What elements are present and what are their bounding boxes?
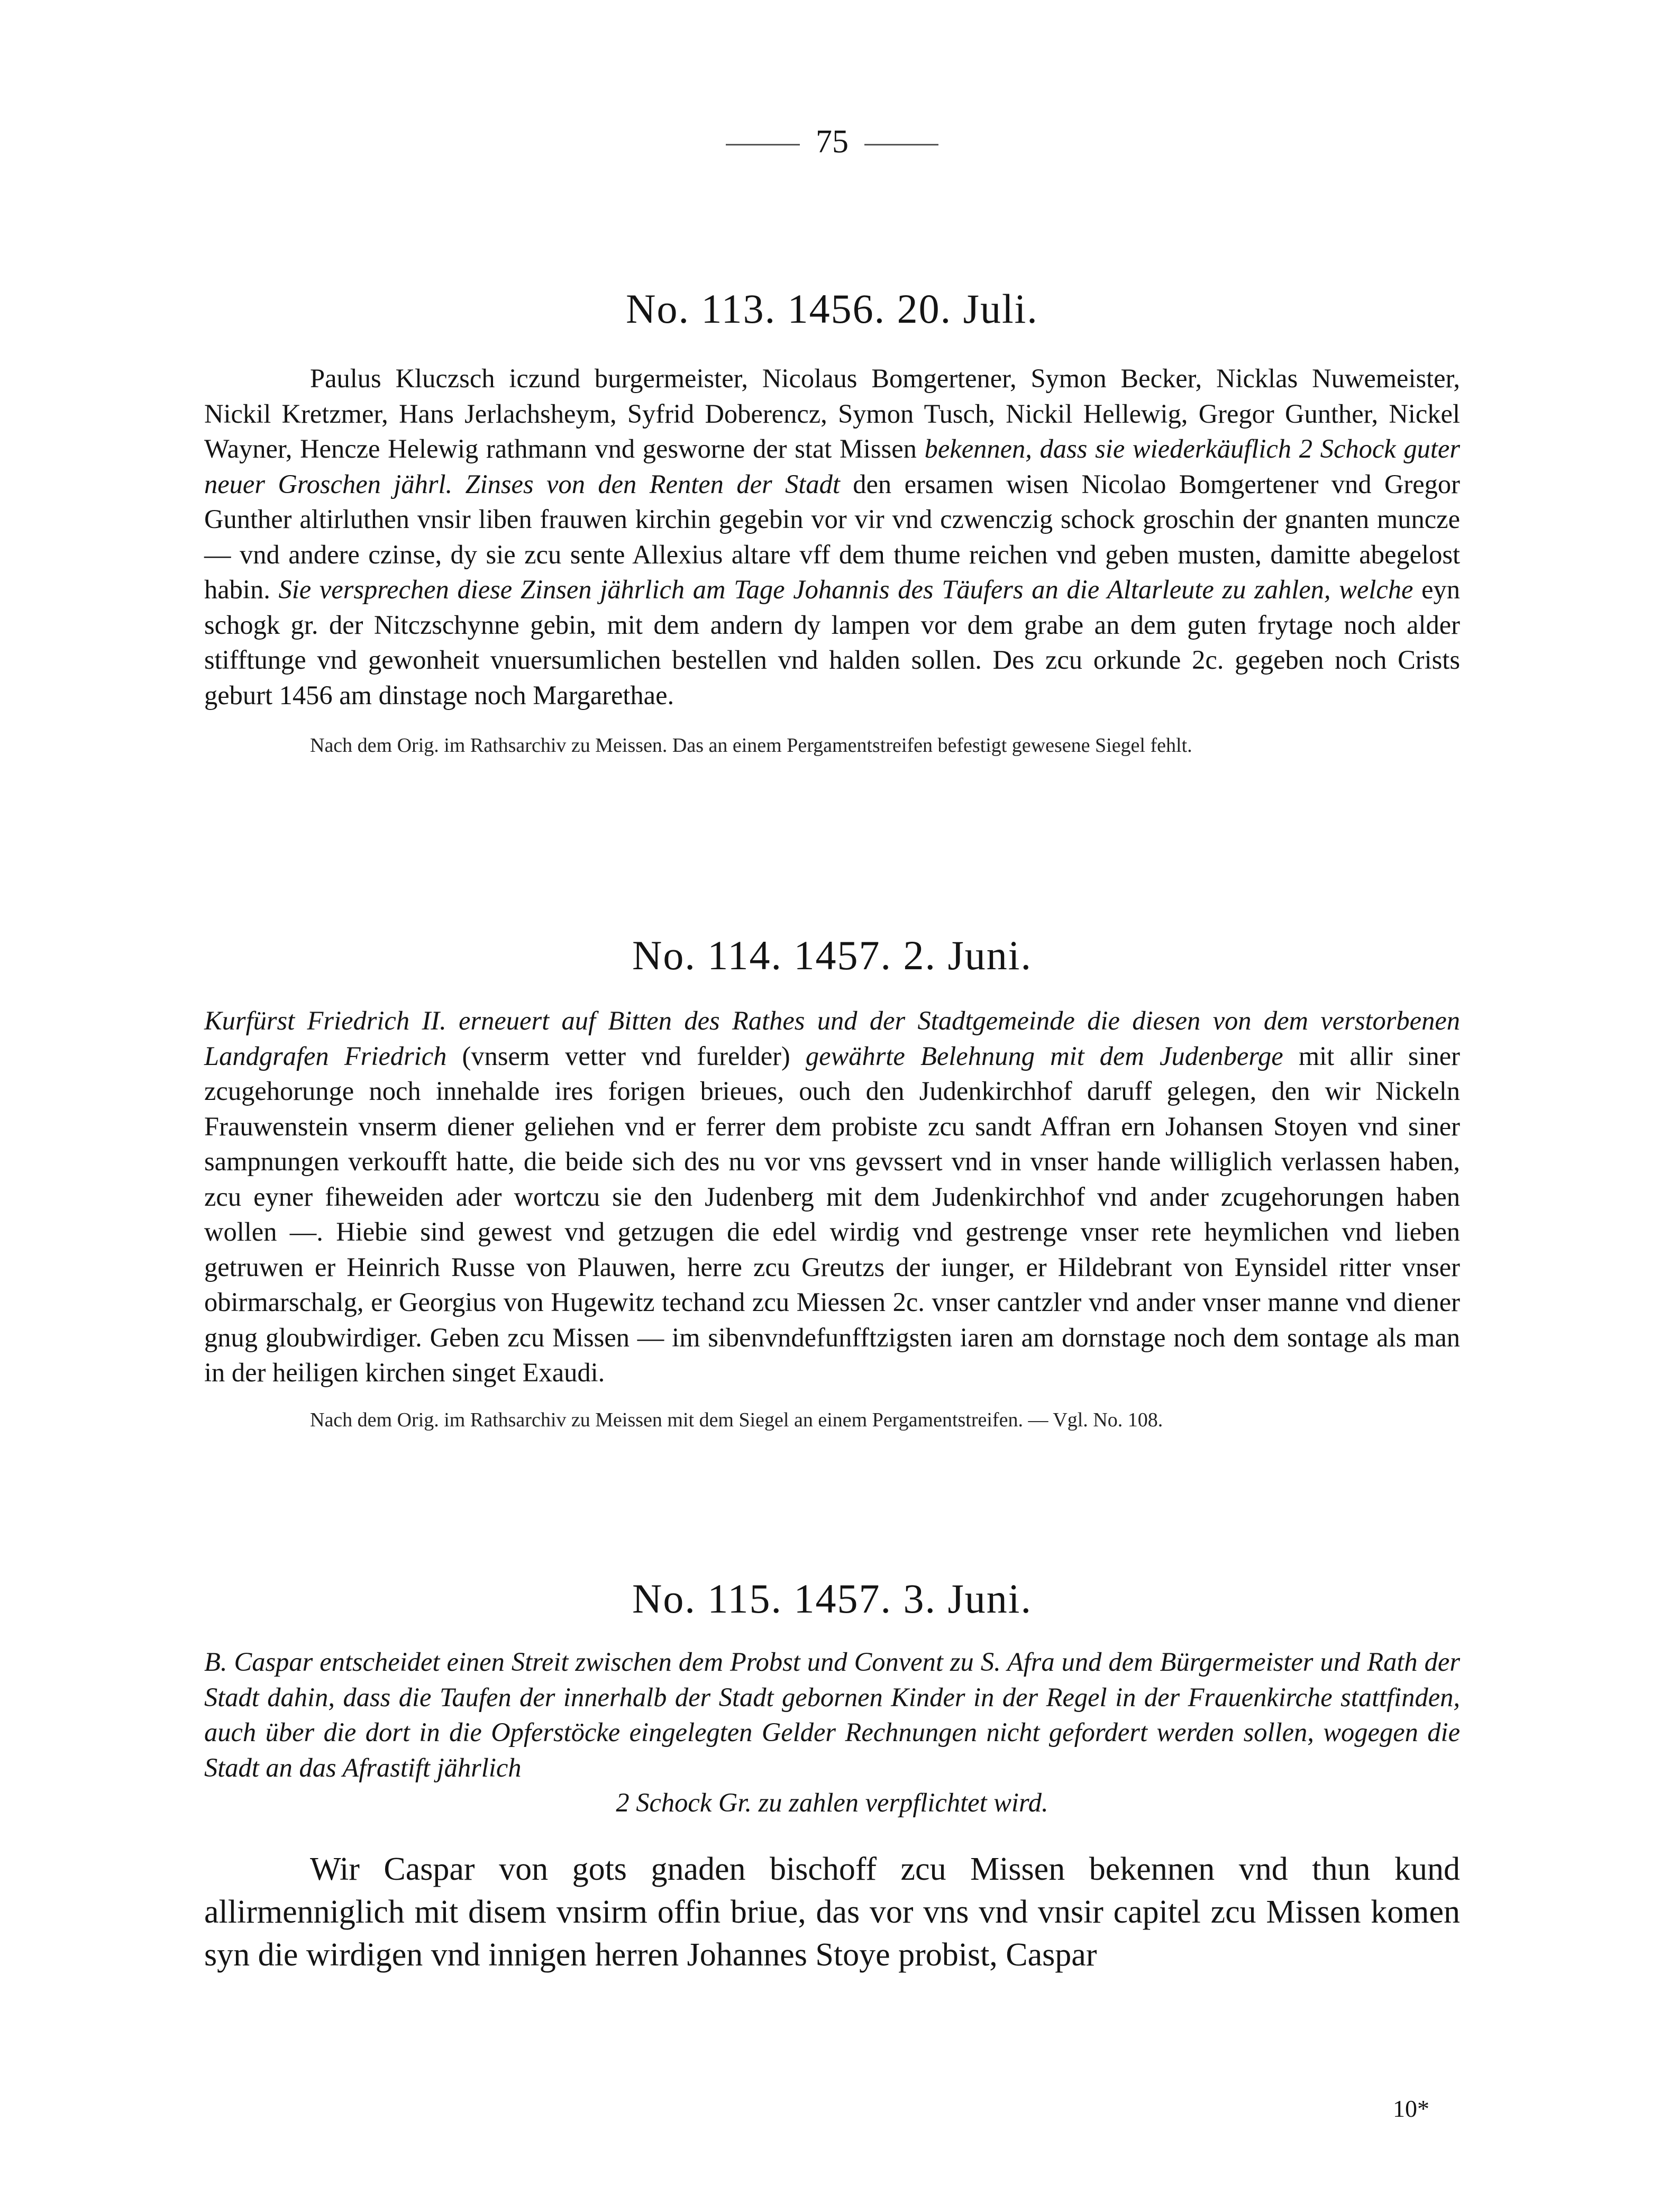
header-rule-left — [726, 144, 800, 145]
document-114 — [204, 929, 1460, 1435]
document-115-text: Wir Caspar von gots gnaden bischoff zcu Missen bekennen vnd thun kund allirmenniglich mit disem vnsirm offin briue, das vor vns vnd vnsir capitel zcu Missen komen syn die wirdigen vnd innigen herren Johannes Stoye probist, Caspar — [204, 1851, 1460, 1973]
header-rule-right — [864, 144, 938, 145]
document-114-source-note: Nach dem Orig. im Rathsarchiv zu Meissen mit dem Siegel an einem Pergamentstreifen. — Vgl. No. 108. — [310, 1408, 1163, 1431]
page-header — [204, 121, 1460, 163]
regest-text: B. Caspar entscheidet einen Streit zwischen dem Probst und Convent zu S. Afra und dem Bürgermeister und Rath der Stadt dahin, dass die Taufen der innerhalb der Stadt gebornen Kinder in der Regel in der Frauenkirche stattfinden, auch über die dort in die Opferstöcke eingelegten Gelder Rechnungen nicht gefordert werden sollen, wogegen die Stadt an das Afrastift jährlich — [204, 1647, 1460, 1782]
document-114-text — [204, 1003, 1460, 1390]
document-113-text — [204, 361, 1460, 713]
text-run: (vnserm vetter vnd furelder) — [446, 1041, 806, 1071]
page-number: 75 — [816, 124, 849, 160]
text-run: den ersamen wisen Nicolao Bomgertener vnd Gregor Gunther altirluthen vnsir liben frauwen kirchin gegebin vor vir vnd czwenczig schock groschin der gnanten muncze — vnd andere czinse, dy sie zcu sente Allexius altare vff dem thume reichen vnd geben musten, damitte abegelost habin. — [204, 469, 1460, 604]
document-115-title: No. 115. 1457. 3. Juni. — [632, 1576, 1032, 1622]
document-113 — [204, 283, 1460, 760]
document-113-title: No. 113. 1456. 20. Juli. — [626, 286, 1038, 332]
text-run-italic: gewährte Belehnung mit dem Judenberge — [805, 1041, 1283, 1071]
document-113-source-note: Nach dem Orig. im Rathsarchiv zu Meissen. Das an einem Pergamentstreifen befestigt gewesene Siegel fehlt. — [310, 734, 1192, 757]
text-run: eyn schogk gr. der Nitczschynne gebin, mit dem andern dy lampen vor dem grabe an dem guten frytage noch alder stifftunge vnd gewonheit vnuersumlichen bestellen vnd halden sollen. Des zcu orkunde 2c. gegeben noch Crists geburt 1456 am dinstage noch Margarethae. — [204, 575, 1460, 710]
signature-mark: 10* — [1393, 2095, 1429, 2122]
text-run: mit allir siner zcugehorunge noch innehalde ires forigen brieues, ouch den Judenkirchhof daruff gelegen, den wir Nickeln Frauwenstein vnserm diener geliehen vnd er ferrer dem probiste zcu sandt Affran ern Johansen Stoyen vnd siner sampnungen verkoufft hatte, die beide sich des nu vor vns gevssert vnd in vnser hande williglich verlassen haben, zcu eyner fiheweiden ader wortczu sie den Judenberg mit dem Judenkirchhof vnd ander zcugehorungen haben wollen —. Hiebie sind gewest vnd getzugen die edel wirdig vnd gestrenge vnser rete heymlichen vnd lieben getruwen er Heinrich Russe von Plauwen, herre zcu Greutzs der iunger, er Hildebrant von Eynsidel ritter vnser obirmarschalg, er Georgius von Hugewitz techand zcu Miessen 2c. vnser cantzler vnd ander vnser manne vnd diener gnug gloubwirdiger. Geben zcu Missen — im sibenvndefunfftzigsten iaren am dornstage noch dem sontage als man in der heiligen kirchen singet Exaudi. — [204, 1041, 1460, 1387]
document-115-regest — [204, 1644, 1460, 1820]
text-run-italic: bekennen, dass sie wiederkäuflich 2 Schock guter neuer Groschen jährl. Zinses von den Renten der Stadt — [204, 434, 1460, 499]
text-run-italic: Sie versprechen diese Zinsen jährlich am Tage Johannis des Täufers an die Altarleute zu zahlen, welche — [278, 575, 1413, 604]
text-run-italic: Kurfürst Friedrich II. erneuert auf Bitten des Rathes und der Stadtgemeinde die diesen von dem verstorbenen Landgrafen Friedrich — [204, 1006, 1460, 1071]
regest-last-line: 2 Schock Gr. zu zahlen verpflichtet wird. — [616, 1788, 1048, 1817]
document-115 — [204, 1572, 1460, 1977]
document-114-title: No. 114. 1457. 2. Juni. — [632, 932, 1032, 978]
text-run: Paulus Kluczsch iczund burgermeister, Nicolaus Bomgertener, Symon Becker, Nicklas Nuwemeister, Nickil Kretzmer, Hans Jerlachsheym, Syfrid Doberencz, Symon Tusch, Nickil Hellewig, Gregor Gunther, Nickel Wayner, Hencze Helewig rathmann vnd gesworne der stat Missen — [204, 363, 1460, 463]
